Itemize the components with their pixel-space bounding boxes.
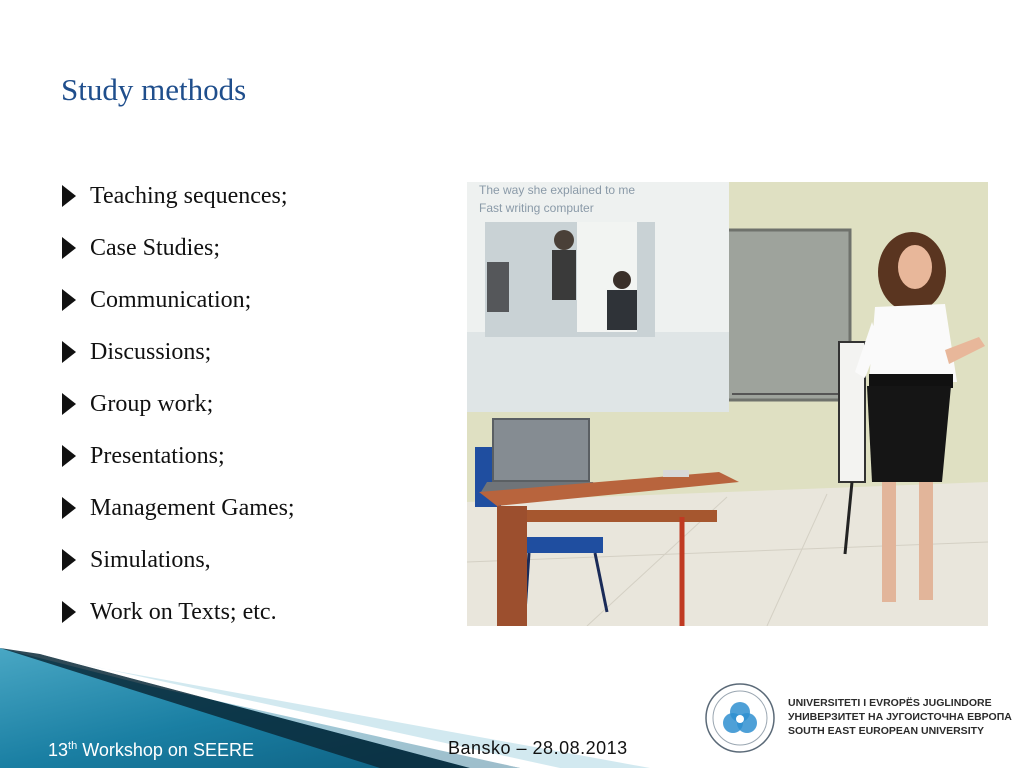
- classroom-photo-illustration: [467, 182, 988, 626]
- university-name-line: UNIVERSITETI I EVROPËS JUGLINDORE: [788, 697, 992, 709]
- triangle-bullet-icon: [62, 601, 76, 623]
- bullet-item: [62, 326, 295, 378]
- bullet-item: [62, 430, 295, 482]
- classroom-photo: [467, 182, 988, 626]
- bullet-item: [62, 274, 295, 326]
- workshop-name: Workshop on SEERE: [77, 740, 254, 760]
- projected-text-line: Fast writing computer: [479, 201, 594, 215]
- bullet-text: Discussions;: [90, 338, 212, 365]
- university-name-line: УНИВЕРЗИТЕТ НА ЈУГОИСТОЧНА ЕВРОПА: [788, 711, 1012, 723]
- triangle-bullet-icon: [62, 445, 76, 467]
- triangle-bullet-icon: [62, 185, 76, 207]
- bullet-item: [62, 222, 295, 274]
- slide-title: Study methods: [61, 72, 247, 107]
- bullet-text: Presentations;: [90, 442, 225, 469]
- bullet-list: [62, 170, 295, 638]
- triangle-bullet-icon: [62, 289, 76, 311]
- bullet-item: [62, 378, 295, 430]
- location-date: Bansko – 28.08.2013: [448, 738, 628, 758]
- triangle-bullet-icon: [62, 237, 76, 259]
- bullet-text: Case Studies;: [90, 234, 220, 261]
- university-seal-icon: [704, 682, 776, 754]
- university-name: [788, 696, 1012, 738]
- triangle-bullet-icon: [62, 393, 76, 415]
- triangle-bullet-icon: [62, 341, 76, 363]
- workshop-label: [48, 740, 254, 761]
- bullet-item: [62, 482, 295, 534]
- projected-text-line: The way she explained to me: [479, 183, 636, 197]
- bullet-text: Work on Texts; etc.: [90, 598, 277, 625]
- university-name-line: SOUTH EAST EUROPEAN UNIVERSITY: [788, 725, 985, 737]
- bullet-text: Simulations,: [90, 546, 211, 573]
- bullet-item: [62, 534, 295, 586]
- workshop-number: 13: [48, 740, 69, 760]
- workshop-suffix: th: [68, 740, 78, 752]
- triangle-bullet-icon: [62, 497, 76, 519]
- bullet-item: [62, 586, 295, 638]
- bullet-text: Group work;: [90, 390, 214, 417]
- bullet-text: Communication;: [90, 286, 252, 313]
- triangle-bullet-icon: [62, 549, 76, 571]
- bullet-item: [62, 170, 295, 222]
- bullet-text: Teaching sequences;: [90, 182, 288, 209]
- bullet-text: Management Games;: [90, 494, 295, 521]
